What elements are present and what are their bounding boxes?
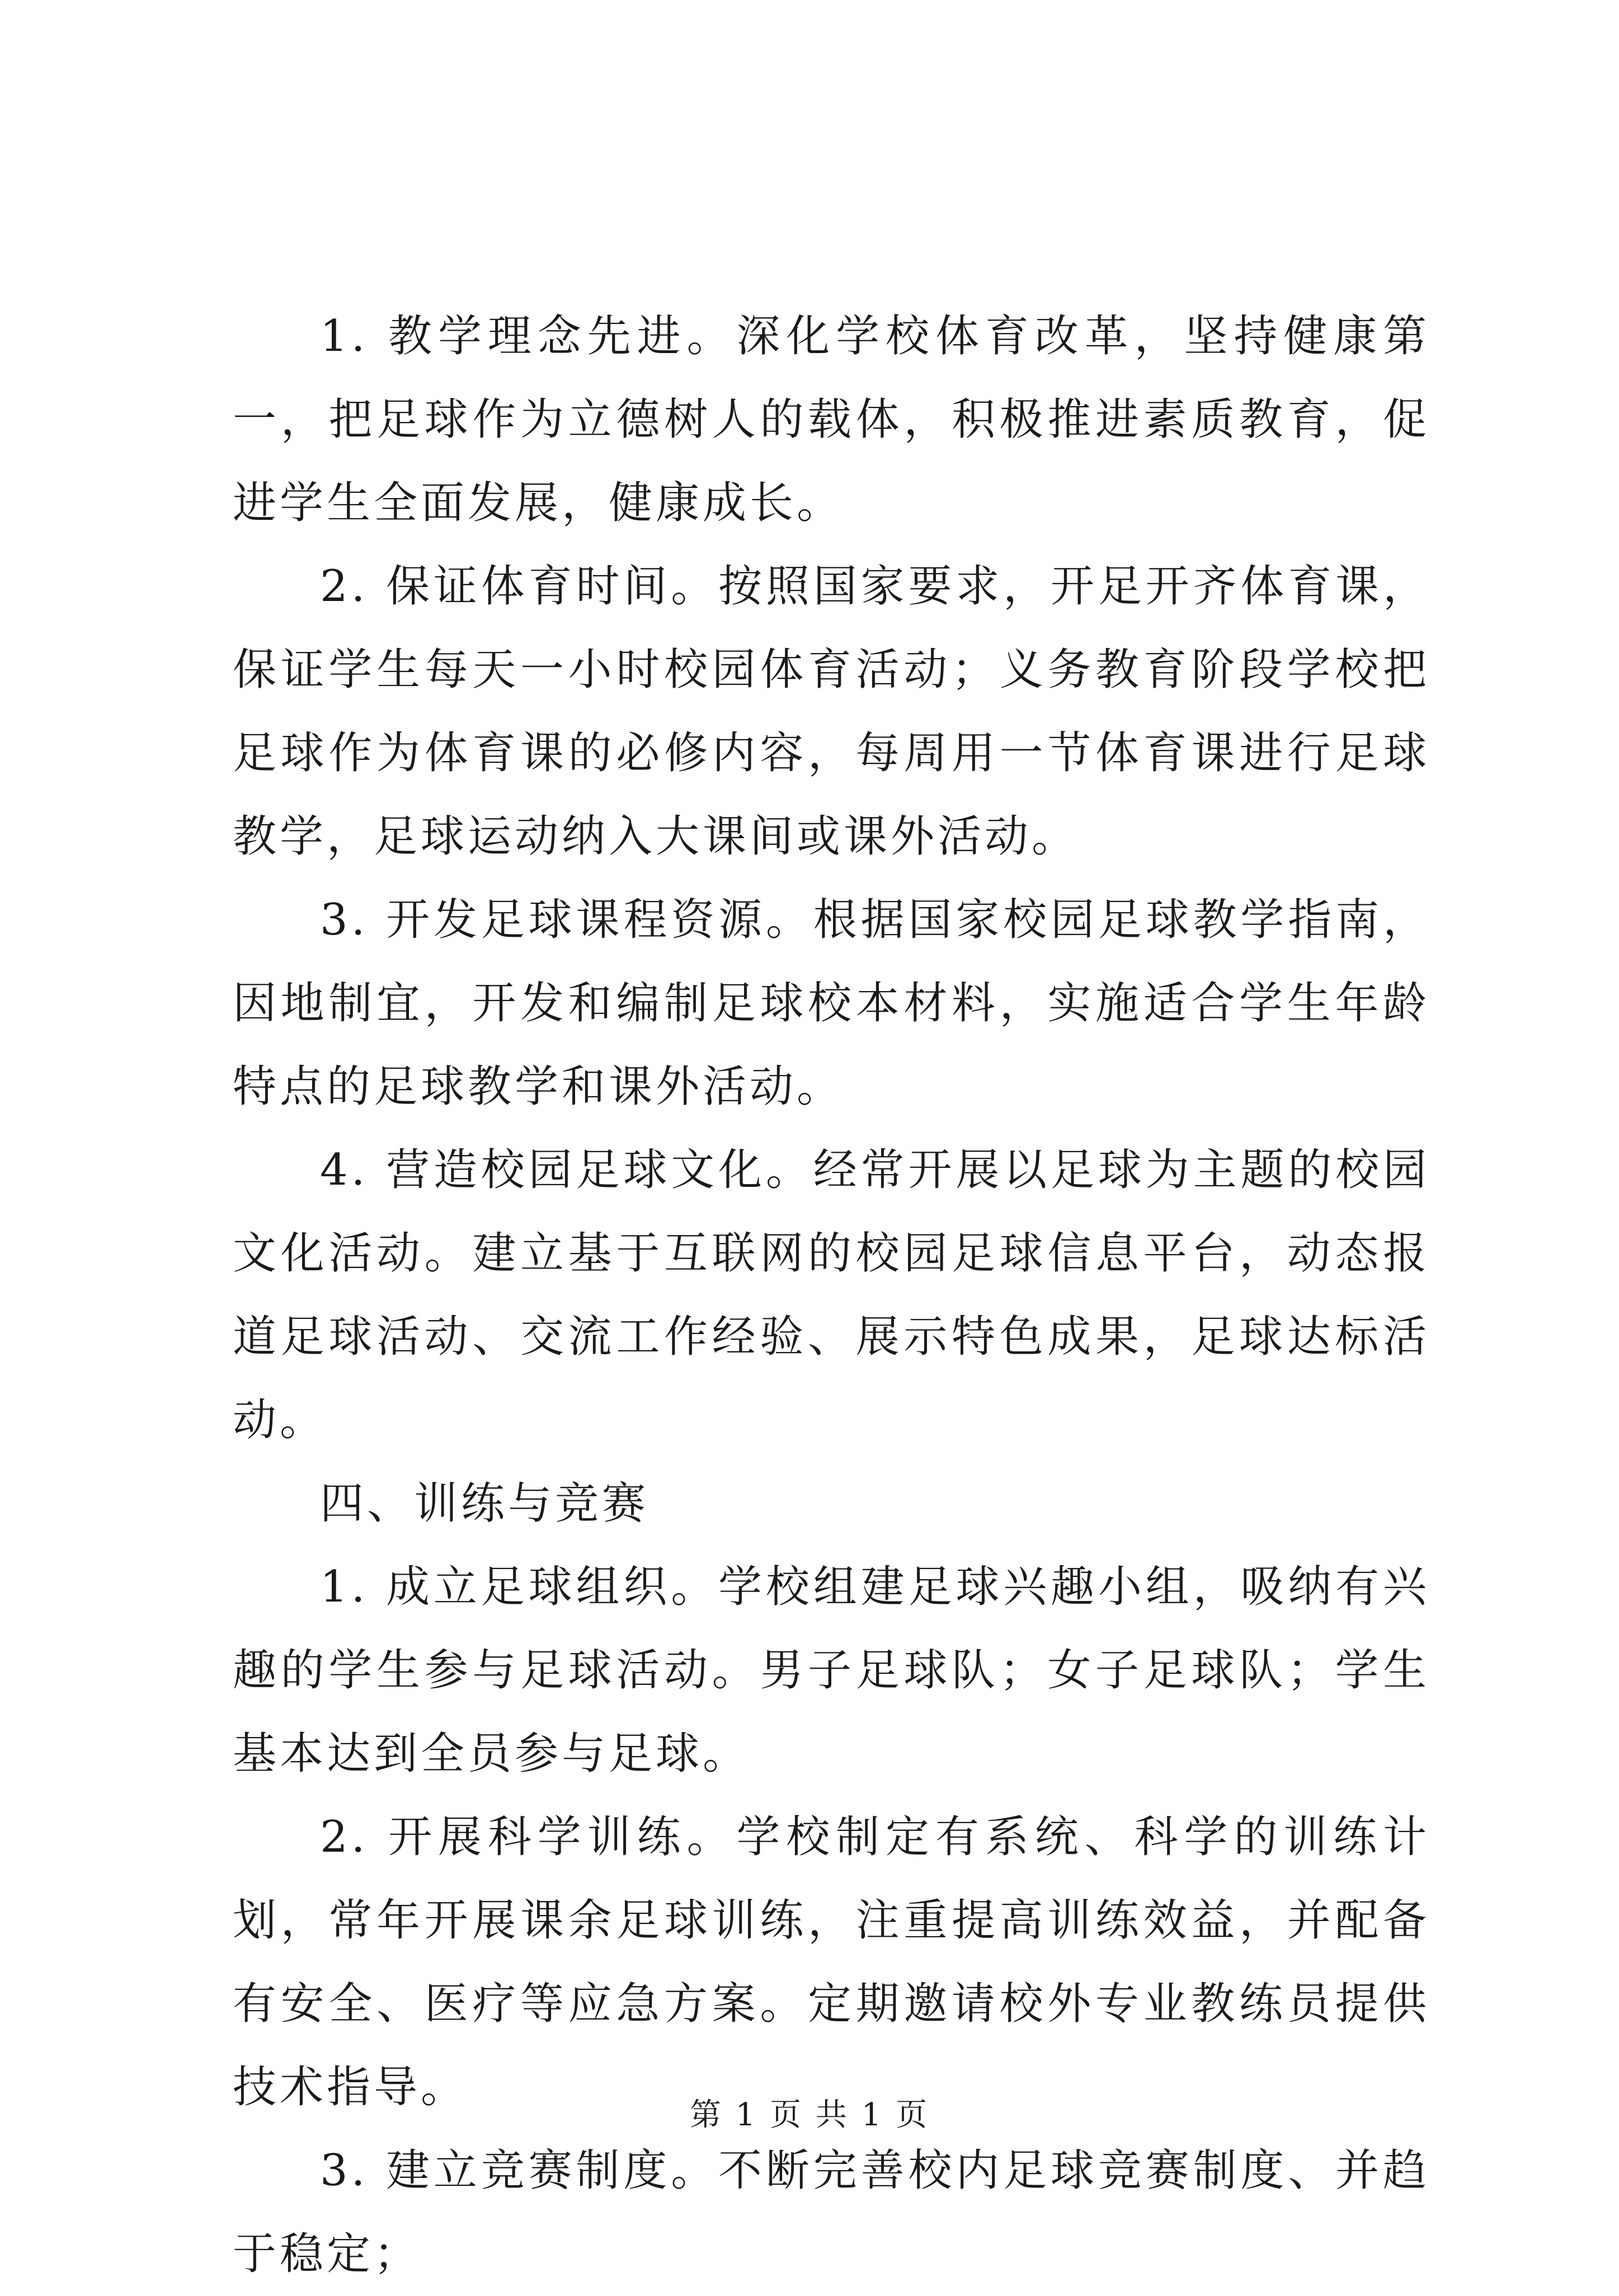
paragraph-football-organization: 1. 成立足球组织。学校组建足球兴趣小组，吸纳有兴趣的学生参与足球活动。男子足球队；女子足球队；学生基本达到全员参与足球。	[233, 1562, 1430, 1779]
paragraph-curriculum-resources: 3. 开发足球课程资源。根据国家校园足球教学指南，因地制宜，开发和编制足球校本材料，实施适合学生年龄特点的足球教学和课外活动。	[233, 895, 1430, 1112]
paragraph-competition-system: 3. 建立竞赛制度。不断完善校内足球竞赛制度、并趋于稳定；	[233, 2145, 1430, 2279]
paragraph-football-culture: 4. 营造校园足球文化。经常开展以足球为主题的校园文化活动。建立基于互联网的校园足球信息平台，动态报道足球活动、交流工作经验、展示特色成果，足球达标活动。	[233, 1145, 1430, 1445]
paragraph-scientific-training: 2. 开展科学训练。学校制定有系统、科学的训练计划，常年开展课余足球训练，注重提高训练效益，并配备有安全、医疗等应急方案。定期邀请校外专业教练员提供技术指导。	[233, 1812, 1430, 2112]
section-heading-training-competition: 四、训练与竞赛	[320, 1478, 650, 1529]
paragraph-teaching-concept: 1. 教学理念先进。深化学校体育改革，坚持健康第一，把足球作为立德树人的载体，积极推进素质教育，促进学生全面发展，健康成长。	[233, 311, 1430, 528]
paragraph-pe-time: 2. 保证体育时间。按照国家要求，开足开齐体育课，保证学生每天一小时校园体育活动；义务教育阶段学校把足球作为体育课的必修内容，每周用一节体育课进行足球教学，足球运动纳入大课间或课外活动。	[233, 561, 1430, 862]
page-number-footer: 第 1 页 共 1 页	[689, 2097, 930, 2133]
document-body	[233, 295, 1430, 2296]
